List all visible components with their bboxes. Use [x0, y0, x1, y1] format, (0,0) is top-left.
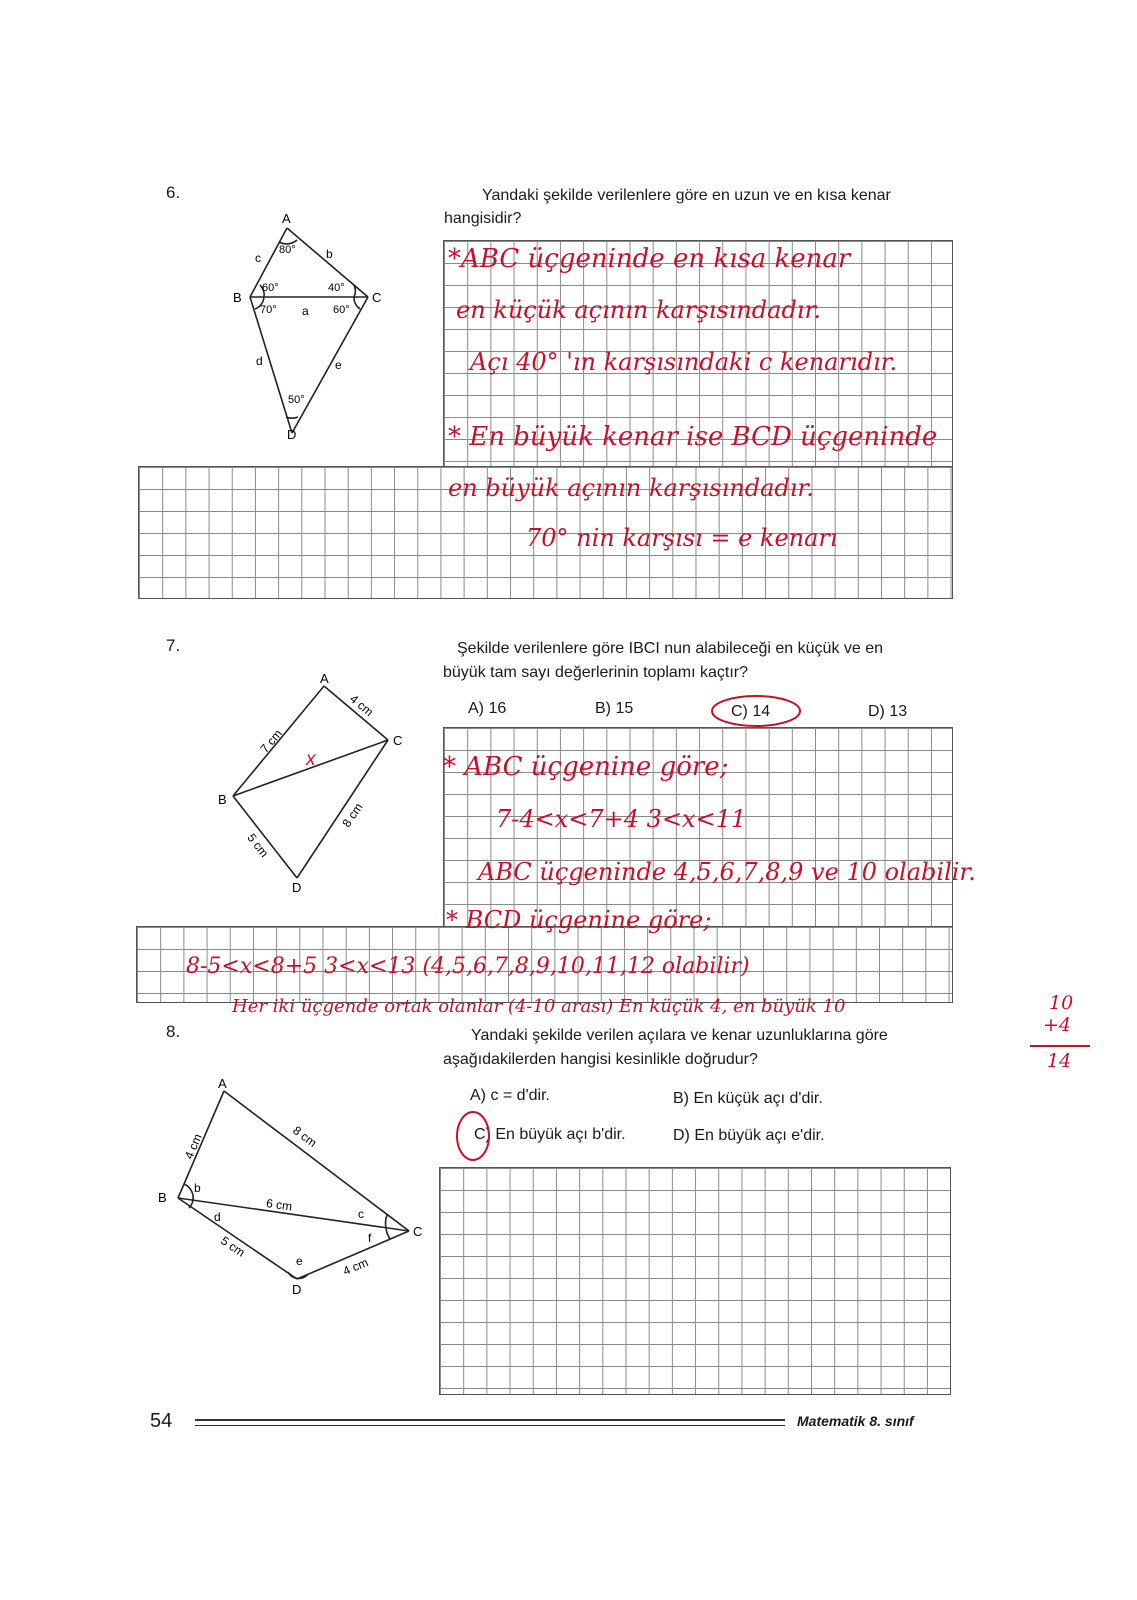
q8-choice-a[interactable]: A) c = d'dir. [470, 1087, 550, 1104]
q7-answer-line6: Her iki üçgende ortak olanlar (4-10 arası) En küçük 4, en büyük 10 [232, 996, 846, 1017]
q6-angle-B-bottom: 70° [260, 304, 277, 316]
q6-angle-C-bottom: 60° [333, 304, 350, 316]
q7-sum-line [1030, 1045, 1090, 1047]
q6-label-d: d [256, 354, 263, 368]
footer-rule-top [195, 1419, 785, 1421]
q8-choice-d[interactable]: D) En büyük açı e'dir. [673, 1127, 825, 1144]
question-8-number: 8. [166, 1022, 181, 1041]
q6-label-D: D [287, 427, 297, 442]
q6-label-b: b [326, 247, 333, 261]
q7-choice-d[interactable]: D) 13 [868, 703, 908, 720]
q7-label-A: A [320, 671, 329, 686]
q6-answer-line6: 70° nin karşısı = e kenarı [526, 524, 838, 552]
q7-label-C: C [393, 733, 403, 748]
q7-answer-line3: ABC üçgeninde 4,5,6,7,8,9 ve 10 olabilir. [478, 858, 976, 886]
q8-label-A: A [218, 1076, 227, 1091]
question-6-figure [200, 205, 430, 450]
page-number: 54 [150, 1410, 173, 1432]
q6-angle-A: 80° [279, 244, 296, 256]
q6-label-B: B [233, 290, 242, 305]
q7-choice-b[interactable]: B) 15 [595, 700, 634, 717]
q8-side-AB: 4 cm [181, 1131, 205, 1162]
question-7-number: 7. [166, 636, 181, 655]
q6-answer-line2: en küçük açının karşısındadır. [456, 296, 821, 324]
q7-answer-line1: * ABC üçgenine göre; [443, 752, 729, 782]
q8-side-BC: 6 cm [265, 1196, 294, 1214]
q7-answer-line4: * BCD üçgenine göre; [446, 906, 712, 934]
q7-side-AC: 4 cm [347, 691, 377, 720]
q7-choice-c[interactable]: C) 14 [731, 703, 771, 720]
q7-choice-c-circle [708, 690, 808, 730]
question-8-figure [150, 1072, 440, 1302]
q7-sum-result: 14 [1047, 1050, 1072, 1072]
question-7-figure [200, 665, 425, 900]
q8-angle-d: d [214, 1210, 221, 1224]
q8-choice-b[interactable]: B) En küçük açı d'dir. [673, 1090, 823, 1107]
q8-angle-f: f [368, 1231, 372, 1245]
question-8-text-line1: Yandaki şekilde verilen açılara ve kenar uzunluklarına göre [471, 1027, 888, 1044]
footer-rule-bottom [195, 1425, 785, 1426]
q7-answer-line2: 7-4<x<7+4 3<x<11 [496, 805, 747, 833]
question-6-text-line2: hangisidir? [444, 210, 522, 227]
q7-label-x: x [306, 749, 316, 770]
q6-label-C: C [372, 290, 382, 305]
q8-angle-b: b [194, 1181, 201, 1195]
q6-label-a: a [302, 304, 309, 318]
q6-label-A: A [282, 211, 291, 226]
q7-side-AB: 7 cm [257, 726, 285, 756]
q7-sum-top: 10 [1049, 992, 1074, 1014]
q8-angle-e: e [296, 1254, 303, 1268]
q6-angle-B-top: 60° [262, 282, 279, 294]
q8-side-CD: 4 cm [340, 1255, 371, 1279]
q8-choice-c[interactable]: C) En büyük açı b'dir. [474, 1126, 626, 1143]
q8-label-B: B [158, 1190, 167, 1205]
q7-label-D: D [292, 880, 302, 895]
q6-answer-line5: en büyük açının karşısındadır. [448, 474, 814, 502]
q6-label-e: e [335, 358, 342, 372]
q7-choice-a[interactable]: A) 16 [468, 700, 507, 717]
q7-answer-line5: 8-5<x<8+5 3<x<13 (4,5,6,7,8,9,10,11,12 olabilir) [186, 954, 750, 979]
q7-label-B: B [218, 792, 227, 807]
question-8-text-line2: aşağıdakilerden hangisi kesinlikle doğrudur? [443, 1051, 758, 1068]
q8-side-AC: 8 cm [290, 1123, 320, 1151]
book-title: Matematik 8. sınıf [797, 1413, 914, 1429]
q8-answer-grid [439, 1167, 951, 1395]
q8-label-D: D [292, 1282, 302, 1297]
q8-side-BD: 5 cm [218, 1233, 248, 1260]
q6-label-c: c [255, 251, 261, 265]
q6-answer-line1: *ABC üçgeninde en kısa kenar [448, 244, 851, 274]
q6-answer-line4: * En büyük kenar ise BCD üçgeninde [448, 422, 938, 452]
q8-choice-c-circle [452, 1108, 494, 1164]
question-7-text-line1: Şekilde verilenlere göre IBCI nun alabileceği en küçük ve en [457, 640, 884, 657]
question-7-text-line2: büyük tam sayı değerlerinin toplamı kaçtır? [443, 664, 749, 681]
q6-answer-line3: Açı 40° 'ın karşısındaki c kenarıdır. [470, 348, 898, 376]
q8-angle-c: c [358, 1207, 364, 1221]
q6-angle-D: 50° [288, 394, 305, 406]
q8-label-C: C [413, 1224, 423, 1239]
question-6-text-line1: Yandaki şekilde verilenlere göre en uzun ve en kısa kenar [482, 187, 891, 204]
q6-angle-C-top: 40° [328, 282, 345, 294]
q7-side-BD: 5 cm [244, 830, 272, 860]
q7-sum-middle: +4 [1043, 1014, 1072, 1036]
q7-side-CD: 8 cm [339, 800, 366, 830]
question-6-number: 6. [166, 183, 181, 202]
